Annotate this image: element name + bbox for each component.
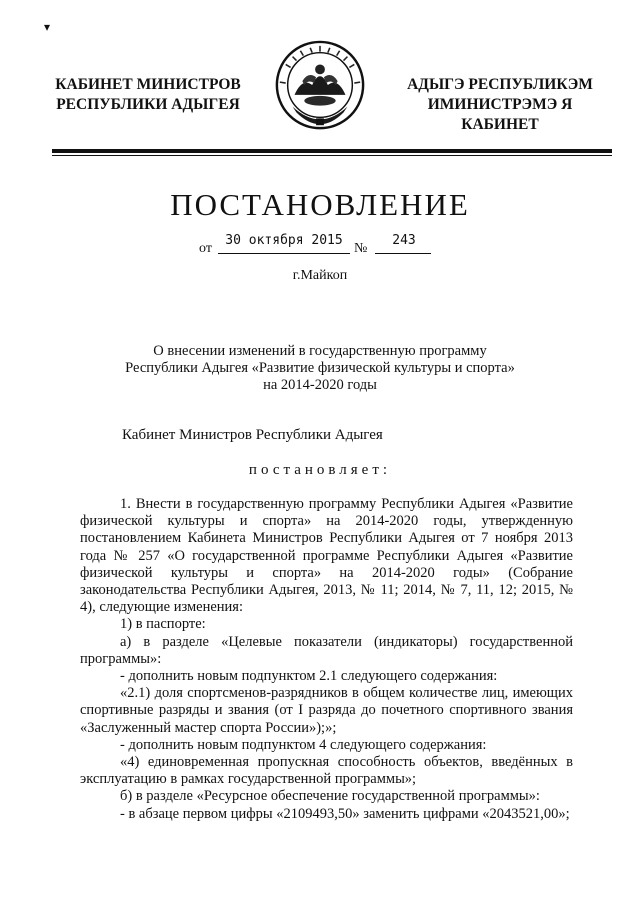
- paragraph: 1) в паспорте:: [120, 616, 206, 633]
- header-right-line1: АДЫГЭ РЕСПУБЛИКЭМ: [407, 76, 593, 93]
- date-prefix: от: [199, 241, 212, 256]
- document-title: ПОСТАНОВЛЕНИЕ: [170, 187, 470, 222]
- header-right-line2: ИМИНИСТРЭМЭ Я КАБИНЕТ: [427, 96, 573, 133]
- paragraph: - дополнить новым подпунктом 2.1 следующего содержания:: [120, 668, 498, 685]
- header-rule-thick: [52, 149, 612, 153]
- header-left-line2: РЕСПУБЛИКИ АДЫГЕЯ: [56, 96, 240, 113]
- subject-line2: Республики Адыгея «Развитие физической культуры и спорта»: [125, 360, 515, 376]
- date-value: 30 октября 2015: [225, 233, 343, 248]
- number-underline: [375, 253, 431, 254]
- date-underline: [218, 253, 350, 254]
- corner-mark: ▾: [44, 20, 51, 34]
- subject-line3: на 2014-2020 годы: [263, 377, 377, 393]
- paragraph: - в абзаце первом цифры «2109493,50» заменить цифрами «2043521,00»;: [120, 805, 570, 822]
- document-body: [80, 496, 573, 823]
- coat-of-arms-icon: [271, 38, 369, 136]
- decree-word: постановляет:: [248, 462, 392, 478]
- city: г.Майкоп: [292, 268, 348, 283]
- paragraph: а) в разделе «Целевые показатели (индикаторы) государственной программы»:: [80, 633, 573, 667]
- document-number: 243: [392, 233, 416, 248]
- subject-line1: О внесении изменений в государственную программу: [153, 343, 487, 359]
- document-subject: [80, 343, 560, 394]
- paragraph: 1. Внести в государственную программу Республики Адыгея «Развитие физической культуры и спорта» на 2014-2020 годы, утвержденную постановлением Кабинета Министров Республики Адыгея от 7 ноября 2013 года № 257 «О государственной программе Республики Адыгея «Развитие физической культуры и спорта» на 2014-2020 годы» (Собрание законодательства Республики Адыгея, 2013, № 11; 2014, № 7, 11, 12; 2015, № 4), следующие изменения:: [80, 496, 573, 616]
- paragraph: «4) единовременная пропускная способность объектов, введённых в эксплуатацию в рамках государственной программы»;: [80, 754, 573, 788]
- number-prefix: №: [354, 241, 368, 256]
- issuer: Кабинет Министров Республики Адыгея: [122, 427, 383, 443]
- paragraph: - дополнить новым подпунктом 4 следующего содержания:: [120, 736, 487, 753]
- header-left-line1: КАБИНЕТ МИНИСТРОВ: [55, 76, 241, 93]
- header-right: [390, 75, 610, 135]
- paragraph: «2.1) доля спортсменов-разрядников в общем количестве лиц, имеющих спортивные разряды и звания (от I разряда до почетного спортивного звания «Заслуженный мастер спорта России»);»;: [80, 685, 573, 736]
- header-rule-thin: [52, 155, 612, 156]
- date-number-line: [0, 233, 640, 263]
- paragraph: б) в разделе «Ресурсное обеспечение государственной программы»:: [120, 788, 540, 805]
- header-left: [48, 75, 248, 115]
